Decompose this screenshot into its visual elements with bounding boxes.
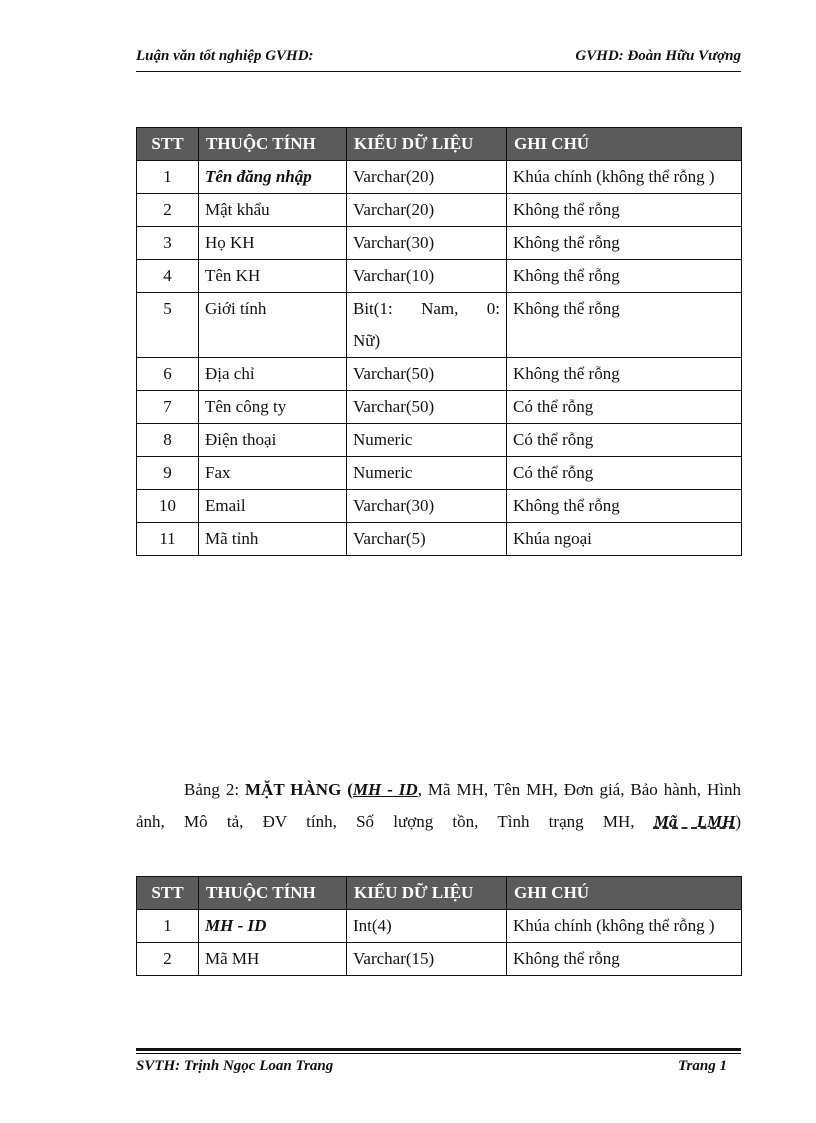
column-header-stt: STT [137,128,199,161]
cell-stt: 7 [137,391,199,424]
cell-attribute: Giới tính [199,293,347,358]
cell-stt: 9 [137,457,199,490]
column-header-stt: STT [137,877,199,910]
cell-attribute: Tên đăng nhập [199,161,347,194]
cell-datatype: Numeric [347,424,507,457]
cell-datatype: Varchar(50) [347,358,507,391]
table-row [137,523,742,556]
column-header-datatype: KIỂU DỮ LIỆU [347,128,507,161]
footer-page-number: Trang 1 [677,1058,727,1074]
cell-note: Khúa chính (không thể rỗng ) [507,910,742,943]
cell-datatype: Varchar(15) [347,943,507,976]
cell-attribute: Họ KH [199,227,347,260]
cell-note: Có thể rỗng [507,391,742,424]
cell-note: Có thể rỗng [507,457,742,490]
table-row [137,424,742,457]
caption-close-paren: ) [735,812,742,831]
footer-rule-thick [136,1048,741,1051]
cell-attribute: Email [199,490,347,523]
cell-attribute: Mã tỉnh [199,523,347,556]
cell-note: Có thể rỗng [507,424,742,457]
cell-note: Không thể rỗng [507,293,742,358]
cell-datatype: Numeric [347,457,507,490]
caption-entity: MẶT HÀNG [245,780,342,799]
caption-foreign-key: Mã LMH [653,812,736,831]
cell-note: Không thể rỗng [507,358,742,391]
column-header-datatype: KIỂU DỮ LIỆU [347,877,507,910]
cell-note: Không thể rỗng [507,260,742,293]
table-header-row [137,877,742,910]
cell-stt: 1 [137,910,199,943]
cell-attribute: Mã MH [199,943,347,976]
header-left: Luận văn tốt nghiệp GVHD: [136,48,314,64]
table-row [137,194,742,227]
cell-note: Không thể rỗng [507,943,742,976]
cell-datatype: Varchar(20) [347,161,507,194]
cell-attribute: Điện thoại [199,424,347,457]
cell-stt: 6 [137,358,199,391]
cell-stt: 8 [137,424,199,457]
table-header-row [137,128,742,161]
table-row [137,161,742,194]
table-row [137,227,742,260]
cell-attribute: Mật khẩu [199,194,347,227]
column-header-attribute: THUỘC TÍNH [199,877,347,910]
cell-stt: 2 [137,943,199,976]
cell-note: Không thể rỗng [507,227,742,260]
cell-note: Khúa chính (không thể rỗng ) [507,161,742,194]
table-row [137,490,742,523]
cell-note: Không thể rỗng [507,194,742,227]
table-row [137,457,742,490]
cell-attribute: Fax [199,457,347,490]
attribute-table-1 [136,127,742,556]
cell-datatype-line1: Bit(1: Nam, 0: [353,299,500,318]
caption-prefix: Bảng 2: [184,780,245,799]
cell-datatype: Varchar(10) [347,260,507,293]
caption-primary-key: MH - ID [352,780,418,799]
table-row [137,943,742,976]
caption-attributes: , Mã MH, Tên MH, Đơn giá, Bảo hành, Hình ảnh, Mô tả, ĐV tính, Số lượng tồn, Tình trạng MH, [136,780,741,831]
cell-datatype: Varchar(30) [347,227,507,260]
column-header-note: GHI CHÚ [507,128,742,161]
table-row [137,260,742,293]
column-header-attribute: THUỘC TÍNH [199,128,347,161]
table-row [137,293,742,358]
footer-rule-thin [136,1053,741,1054]
cell-stt: 2 [137,194,199,227]
cell-stt: 1 [137,161,199,194]
header-right: GVHD: Đoàn Hữu Vượng [575,48,741,64]
cell-datatype-line2: Nữ) [353,331,381,350]
cell-stt: 11 [137,523,199,556]
caption-text [136,774,741,838]
cell-datatype: Varchar(5) [347,523,507,556]
cell-stt: 10 [137,490,199,523]
cell-datatype: Varchar(50) [347,391,507,424]
cell-note: Khúa ngoại [507,523,742,556]
cell-attribute: Địa chỉ [199,358,347,391]
cell-datatype: Varchar(20) [347,194,507,227]
cell-datatype: Varchar(30) [347,490,507,523]
cell-stt: 5 [137,293,199,358]
column-header-note: GHI CHÚ [507,877,742,910]
table-2-caption [136,774,741,838]
cell-stt: 4 [137,260,199,293]
cell-stt: 3 [137,227,199,260]
cell-note: Không thể rỗng [507,490,742,523]
cell-datatype: Int(4) [347,910,507,943]
footer-left: SVTH: Trịnh Ngọc Loan Trang [136,1058,334,1074]
table-row [137,391,742,424]
header-rule [136,71,741,72]
cell-attribute: Tên công ty [199,391,347,424]
cell-attribute: MH - ID [199,910,347,943]
table-row [137,358,742,391]
table-row [137,910,742,943]
caption-open-paren: ( [341,780,353,799]
attribute-table-2 [136,876,742,976]
cell-datatype [347,293,507,358]
cell-attribute: Tên KH [199,260,347,293]
